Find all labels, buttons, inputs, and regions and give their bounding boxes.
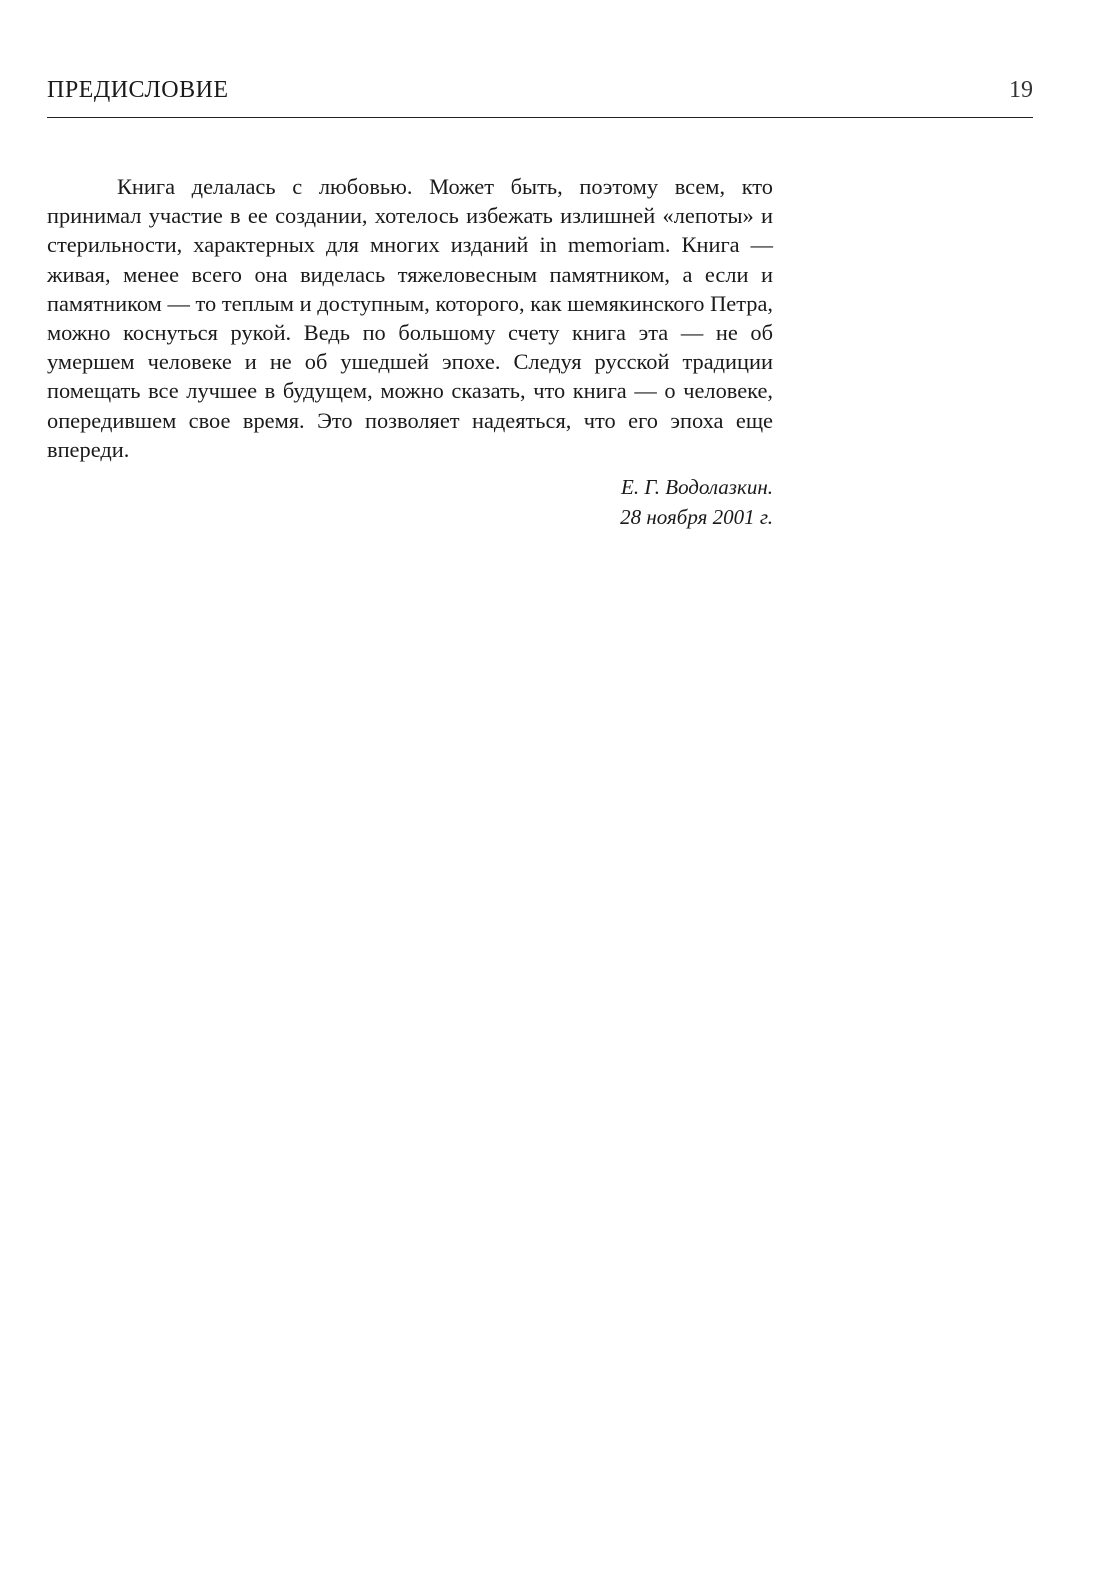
main-text [47, 172, 773, 532]
running-title: ПРЕДИСЛОВИЕ [47, 77, 229, 103]
signature-author: Е. Г. Водолазкин. [621, 475, 773, 500]
signature-date: 28 ноября 2001 г. [620, 505, 773, 530]
body-paragraph: Книга делалась с любовью. Может быть, поэтому всем, кто принимал участие в ее создании, хотелось избежать излишней «лепоты» и стерильности, характерных для многих изданий in memoriam. Книга — живая, менее всего она виделась тяжеловесным памятником, а если и памятником — то теплым и доступным, которого, как шемякинского Петра, можно коснуться рукой. Ведь по большому счету книга эта — не об умершем человеке и не об ушедшей эпохе. Следуя русской традиции помещать все лучшее в будущем, можно сказать, что книга — о человеке, опередившем свое время. Это позволяет надеяться, что его эпоха еще впереди. [47, 174, 773, 462]
page-number: 19 [1009, 77, 1033, 103]
header-rule [47, 117, 1033, 118]
signature [47, 472, 773, 532]
running-head [47, 76, 1033, 116]
